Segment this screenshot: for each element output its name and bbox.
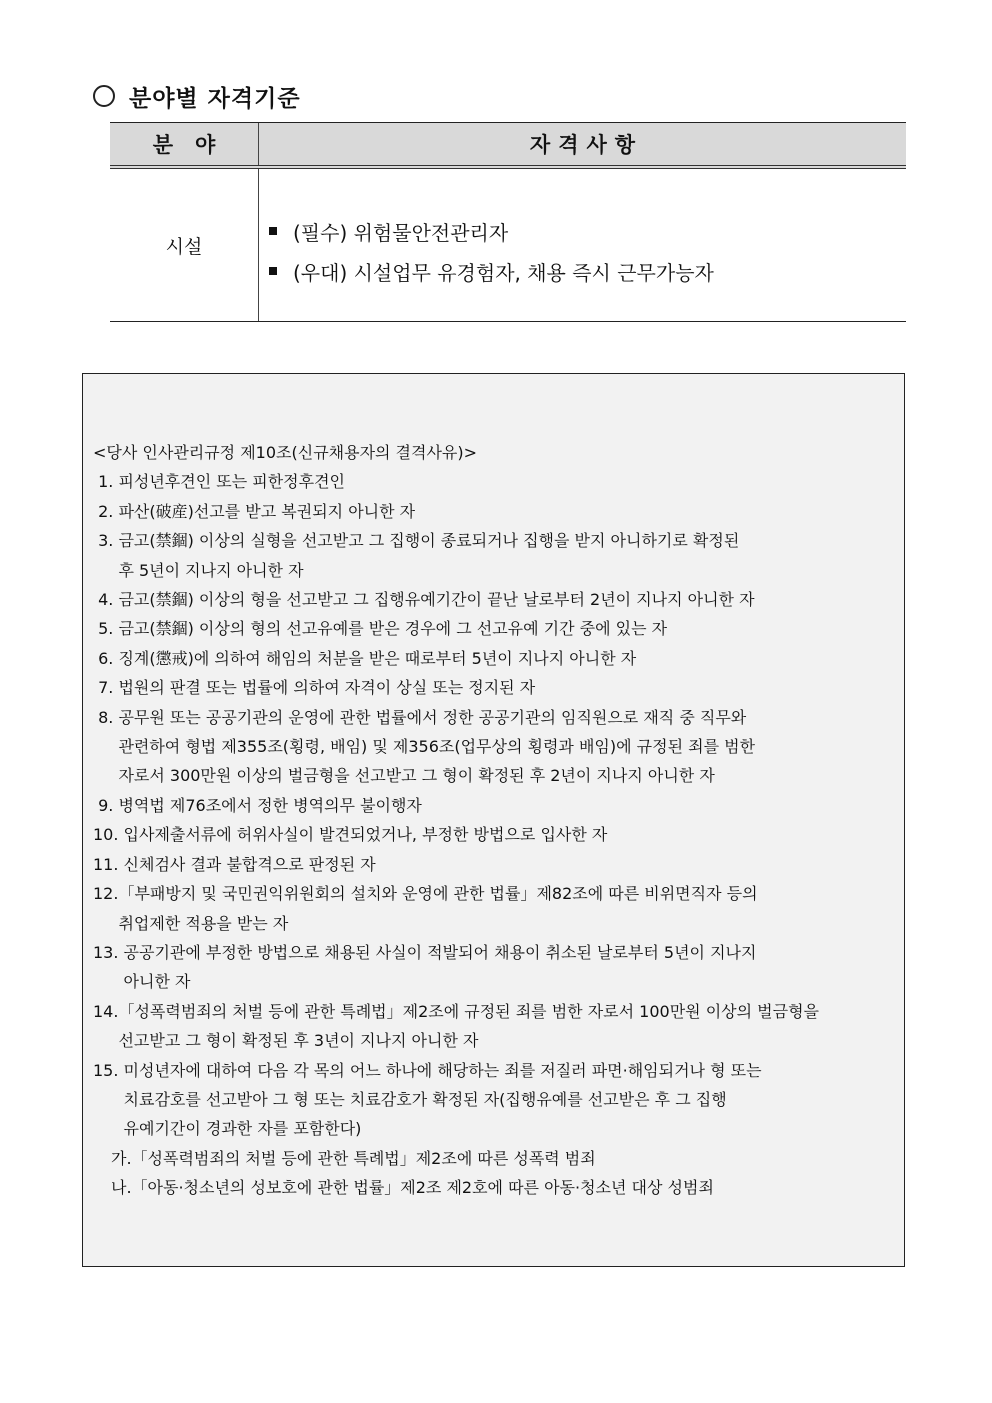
- list-item-line: 금고(禁錮) 이상의 형을 선고받고 그 집행유예기간이 끝난 날로부터 2년이 지나지 아니한 자: [118, 590, 755, 610]
- list-item-text: [118, 526, 896, 585]
- list-item-text: [124, 820, 896, 849]
- list-item: [93, 938, 896, 997]
- list-item-text: [118, 644, 896, 673]
- list-item-line: 공공기관에 부정한 방법으로 채용된 사실이 적발되어 채용이 취소된 날로부터 5년이 지나지: [123, 942, 757, 962]
- header-qualification: 자격사항: [529, 132, 644, 157]
- list-item: [93, 820, 896, 849]
- list-item-line: 징계(懲戒)에 의하여 해임의 처분을 받은 때로부터 5년이 지나지 아니한 자: [118, 648, 637, 668]
- list-item-number: 2.: [93, 501, 119, 521]
- list-item-number: 10.: [93, 825, 124, 845]
- list-item: [93, 497, 896, 526]
- section-title: 분야별 자격기준: [129, 84, 301, 112]
- sub-item: 가.「성폭력범죄의 처벌 등에 관한 특례법」제2조에 따른 성폭력 범죄: [111, 1148, 596, 1168]
- table-header: [110, 122, 906, 169]
- list-item-number: 13.: [93, 942, 124, 962]
- list-item-line: 선고받고 그 형이 확정된 후 3년이 지나지 아니한 자: [118, 1031, 479, 1051]
- list-item: [93, 879, 896, 938]
- list-item-line: 법원의 판결 또는 법률에 의하여 자격이 상실 또는 정지된 자: [118, 678, 536, 698]
- regulation-subitems: [93, 1144, 896, 1203]
- list-item: [93, 703, 896, 791]
- list-item: [93, 997, 896, 1056]
- list-item-text: [118, 497, 896, 526]
- list-item-text: [118, 879, 896, 938]
- list-item-text: [118, 467, 896, 496]
- regulation-list: [93, 467, 896, 1143]
- list-item-text: [118, 673, 896, 702]
- list-item-text: [118, 703, 896, 791]
- list-item-number: 6.: [93, 648, 119, 668]
- row-requirements: [259, 169, 906, 321]
- list-item-number: 4.: [93, 590, 119, 610]
- section-heading: [93, 76, 301, 116]
- regulation-box: [82, 373, 905, 1267]
- list-item-number: 12.: [93, 884, 119, 904]
- regulation-content: [93, 438, 896, 1203]
- regulation-title: <당사 인사관리규정 제10조(신규채용자의 결격사유)>: [93, 443, 478, 462]
- list-item-text: [124, 938, 896, 997]
- list-item: [93, 585, 896, 614]
- list-item: [93, 673, 896, 702]
- table-row: [110, 169, 906, 322]
- list-item-line: 병역법 제76조에서 정한 병역의무 불이행자: [118, 795, 422, 815]
- list-item-text: [118, 614, 896, 643]
- list-item-number: 14.: [93, 1001, 119, 1021]
- list-item-line: 공무원 또는 공공기관의 운영에 관한 법률에서 정한 공공기관의 임직원으로 재직 중 직무와: [118, 707, 747, 727]
- list-item-line: 아니한 자: [123, 972, 191, 992]
- list-item: [93, 467, 896, 496]
- list-item-line: 「부패방지 및 국민권익위원회의 설치와 운영에 관한 법률」제82조에 따른 비위면직자 등의: [118, 884, 758, 904]
- list-item: [93, 850, 896, 879]
- list-item-line: 금고(禁錮) 이상의 실형을 선고받고 그 집행이 종료되거나 집행을 받지 아니하기로 확정된: [118, 531, 740, 551]
- list-item-line: 치료감호를 선고받아 그 형 또는 치료감호가 확정된 자(집행유예를 선고받은 후 그 집행: [123, 1089, 727, 1109]
- square-bullet-icon: [269, 227, 277, 235]
- list-item-line: 피성년후견인 또는 피한정후견인: [118, 472, 345, 492]
- list-item-text: [118, 997, 896, 1056]
- list-item: [93, 526, 896, 585]
- list-item-text: [124, 1056, 896, 1144]
- list-item-number: 11.: [93, 854, 124, 874]
- list-item-number: 3.: [93, 531, 119, 551]
- list-item-number: 1.: [93, 472, 119, 492]
- list-item-line: 취업제한 적용을 받는 자: [118, 913, 289, 933]
- list-item-line: 자로서 300만원 이상의 벌금형을 선고받고 그 형이 확정된 후 2년이 지나지 아니한 자: [118, 766, 715, 786]
- list-item: [93, 791, 896, 820]
- list-item-number: 8.: [93, 707, 119, 727]
- square-bullet-icon: [269, 267, 277, 275]
- circle-bullet-icon: [93, 85, 115, 107]
- list-item-line: 유예기간이 경과한 자를 포함한다): [123, 1119, 362, 1139]
- requirement-item: (우대) 시설업무 유경험자, 채용 즉시 근무가능자: [269, 251, 906, 291]
- row-field: 시설: [110, 169, 259, 321]
- list-item-line: 입사제출서류에 허위사실이 발견되었거나, 부정한 방법으로 입사한 자: [123, 825, 608, 845]
- list-item-number: 5.: [93, 619, 119, 639]
- list-item-line: 파산(破産)선고를 받고 복권되지 아니한 자: [118, 501, 416, 521]
- list-item-line: 관련하여 형법 제355조(횡령, 배임) 및 제356조(업무상의 횡령과 배임)에 규정된 죄를 범한: [118, 737, 756, 757]
- qualification-table: [110, 122, 906, 322]
- list-item-line: 「성폭력범죄의 처벌 등에 관한 특례법」제2조에 규정된 죄를 범한 자로서 100만원 이상의 벌금형을: [118, 1001, 819, 1021]
- list-item-line: 후 5년이 지나지 아니한 자: [118, 560, 304, 580]
- list-item-text: [124, 850, 896, 879]
- list-item-line: 금고(禁錮) 이상의 형의 선고유예를 받은 경우에 그 선고유예 기간 중에 있는 자: [118, 619, 668, 639]
- sub-item: 나.「아동·청소년의 성보호에 관한 법률」제2조 제2호에 따른 아동·청소년 대상 성범죄: [111, 1178, 714, 1198]
- list-item: [93, 644, 896, 673]
- list-item-line: 미성년자에 대하여 다음 각 목의 어느 하나에 해당하는 죄를 저질러 파면·해임되거나 형 또는: [123, 1060, 762, 1080]
- header-field: 분야: [110, 123, 259, 165]
- list-item-line: 신체검사 결과 불합격으로 판정된 자: [123, 854, 376, 874]
- requirement-item: (필수) 위험물안전관리자: [269, 211, 906, 251]
- list-item-number: 15.: [93, 1060, 124, 1080]
- list-item: [93, 614, 896, 643]
- list-item-number: 7.: [93, 678, 119, 698]
- list-item-number: 9.: [93, 795, 119, 815]
- list-item: [93, 1056, 896, 1144]
- list-item-text: [118, 791, 896, 820]
- list-item-text: [118, 585, 896, 614]
